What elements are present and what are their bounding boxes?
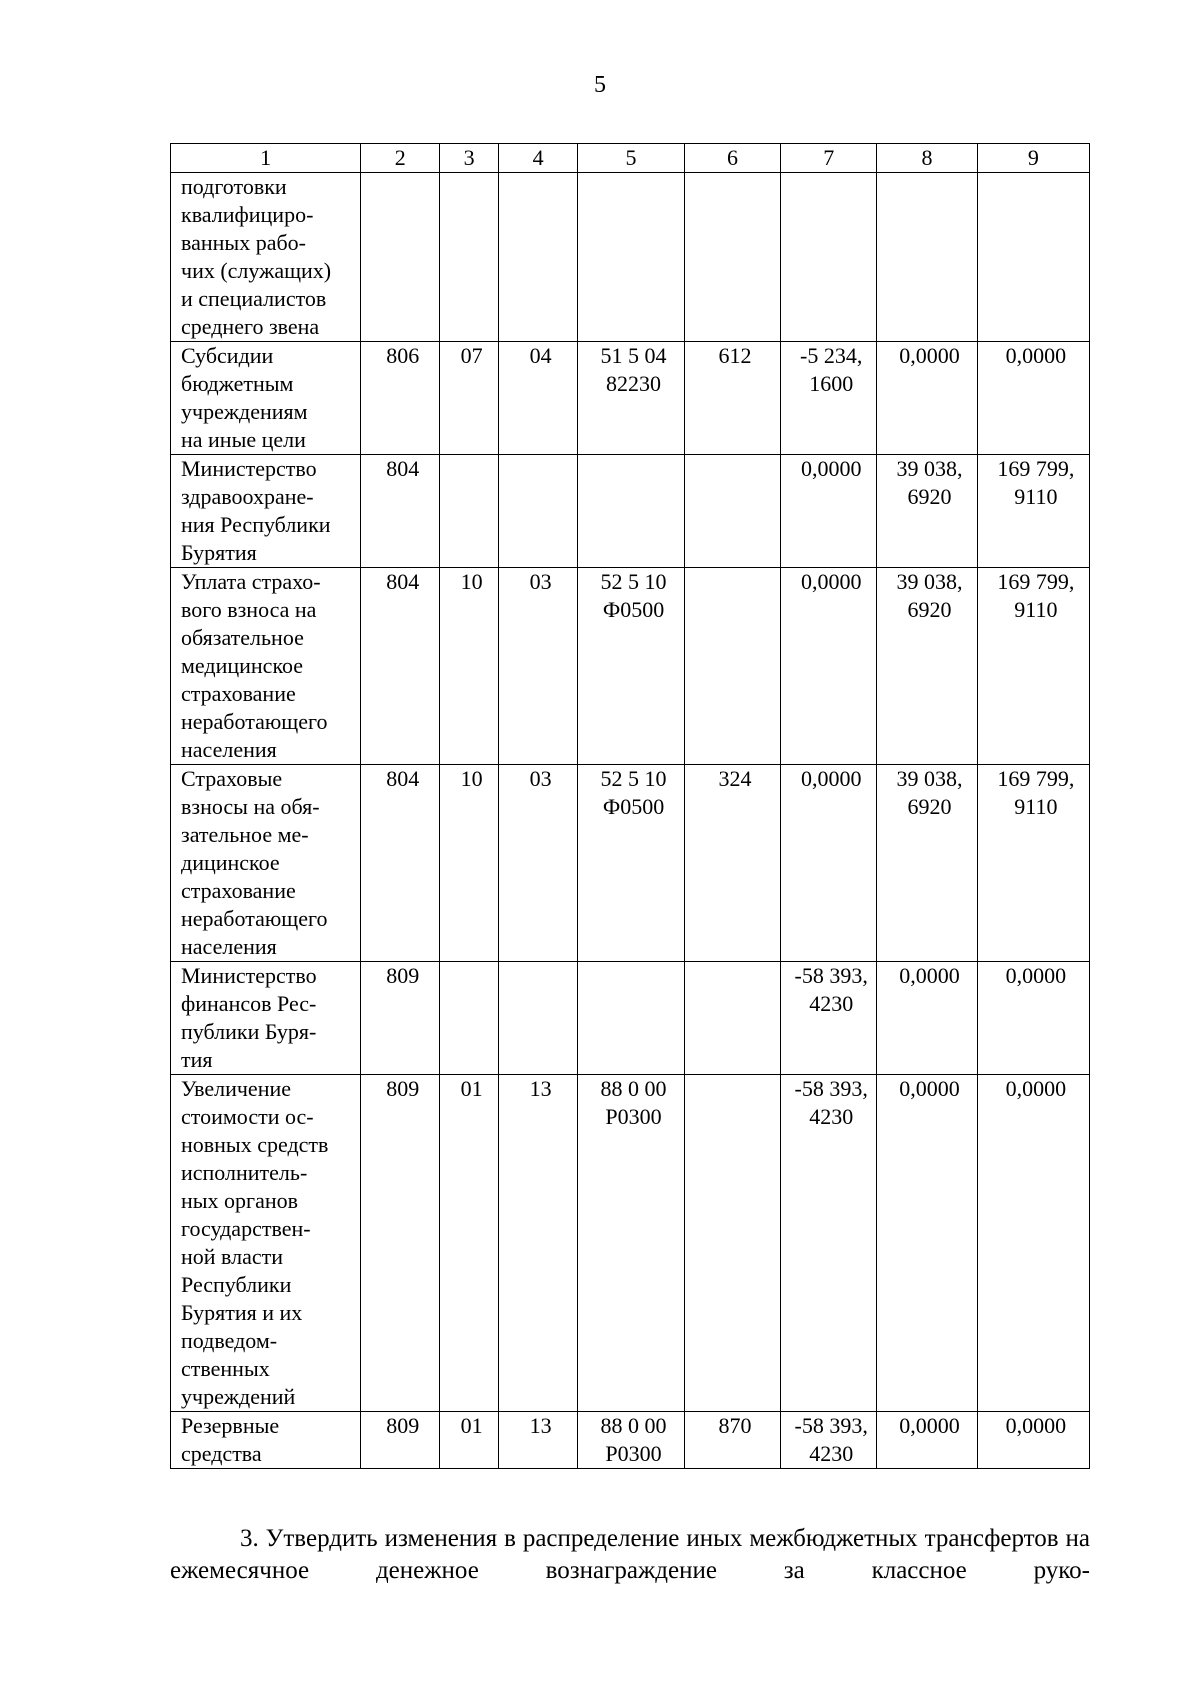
cell-ministry-code: 806 <box>361 342 440 455</box>
cell-target-article <box>578 962 685 1075</box>
cell-amount-7: -58 393, 4230 <box>781 962 877 1075</box>
cell-expense-type <box>684 962 780 1075</box>
column-header: 3 <box>440 144 499 173</box>
table-row <box>171 173 1090 342</box>
cell-ministry-code: 804 <box>361 568 440 765</box>
cell-amount-7: 0,0000 <box>781 455 877 568</box>
cell-subsection: 03 <box>499 568 578 765</box>
table-row <box>171 1075 1090 1412</box>
column-header: 7 <box>781 144 877 173</box>
cell-amount-9: 0,0000 <box>977 962 1089 1075</box>
cell-amount-8: 0,0000 <box>877 1412 977 1469</box>
cell-amount-7: -58 393, 4230 <box>781 1412 877 1469</box>
cell-amount-8: 0,0000 <box>877 1075 977 1412</box>
cell-amount-8 <box>877 173 977 342</box>
cell-section: 01 <box>440 1075 499 1412</box>
table-row <box>171 568 1090 765</box>
row-name: Субсидии бюджетным учреждениям на иные цели <box>171 342 361 455</box>
cell-amount-9 <box>977 173 1089 342</box>
cell-expense-type <box>684 173 780 342</box>
table-row <box>171 455 1090 568</box>
cell-ministry-code: 809 <box>361 962 440 1075</box>
column-header: 4 <box>499 144 578 173</box>
cell-subsection: 13 <box>499 1412 578 1469</box>
cell-amount-9: 0,0000 <box>977 1412 1089 1469</box>
cell-target-article <box>578 173 685 342</box>
column-header: 8 <box>877 144 977 173</box>
cell-expense-type <box>684 568 780 765</box>
cell-target-article: 88 0 00 Р0300 <box>578 1412 685 1469</box>
cell-section: 07 <box>440 342 499 455</box>
cell-amount-9: 0,0000 <box>977 1075 1089 1412</box>
table-row <box>171 1412 1090 1469</box>
cell-expense-type <box>684 455 780 568</box>
cell-expense-type: 870 <box>684 1412 780 1469</box>
cell-subsection: 04 <box>499 342 578 455</box>
cell-expense-type <box>684 1075 780 1412</box>
cell-subsection: 03 <box>499 765 578 962</box>
cell-target-article <box>578 455 685 568</box>
column-header: 9 <box>977 144 1089 173</box>
cell-target-article: 52 5 10 Ф0500 <box>578 568 685 765</box>
cell-section <box>440 173 499 342</box>
cell-section <box>440 455 499 568</box>
row-name: подготовки квалифициро- ванных рабо- чих (служащих) и специалистов среднего звена <box>171 173 361 342</box>
body-paragraph <box>170 1523 1090 1587</box>
column-header: 2 <box>361 144 440 173</box>
cell-amount-9: 169 799, 9110 <box>977 568 1089 765</box>
cell-section <box>440 962 499 1075</box>
cell-amount-9: 169 799, 9110 <box>977 765 1089 962</box>
cell-ministry-code: 804 <box>361 765 440 962</box>
cell-subsection <box>499 455 578 568</box>
cell-expense-type: 612 <box>684 342 780 455</box>
cell-amount-7 <box>781 173 877 342</box>
cell-ministry-code <box>361 173 440 342</box>
cell-subsection <box>499 962 578 1075</box>
cell-amount-8: 0,0000 <box>877 342 977 455</box>
cell-target-article: 51 5 04 82230 <box>578 342 685 455</box>
cell-amount-7: 0,0000 <box>781 568 877 765</box>
budget-table <box>170 143 1090 1469</box>
table-row <box>171 962 1090 1075</box>
cell-target-article: 88 0 00 Р0300 <box>578 1075 685 1412</box>
paragraph-text: 3. Утвердить изменения в распределение иных межбюджетных трансфертов на ежемесячное денежное вознаграждение за классное руко- <box>170 1525 1090 1584</box>
cell-ministry-code: 809 <box>361 1412 440 1469</box>
column-header: 6 <box>684 144 780 173</box>
row-name: Резервные средства <box>171 1412 361 1469</box>
column-header: 5 <box>578 144 685 173</box>
cell-expense-type: 324 <box>684 765 780 962</box>
cell-amount-8: 39 038, 6920 <box>877 765 977 962</box>
table-row <box>171 765 1090 962</box>
row-name: Министерство финансов Рес- публики Буря- тия <box>171 962 361 1075</box>
cell-section: 01 <box>440 1412 499 1469</box>
table-row <box>171 342 1090 455</box>
column-header: 1 <box>171 144 361 173</box>
cell-amount-7: -5 234, 1600 <box>781 342 877 455</box>
cell-amount-7: -58 393, 4230 <box>781 1075 877 1412</box>
page-number: 5 <box>594 72 606 98</box>
table-header-row <box>171 144 1090 173</box>
cell-amount-9: 0,0000 <box>977 342 1089 455</box>
cell-amount-7: 0,0000 <box>781 765 877 962</box>
row-name: Уплата страхо- вого взноса на обязательное медицинское страхование неработающего населения <box>171 568 361 765</box>
row-name: Министерство здравоохране- ния Республики Бурятия <box>171 455 361 568</box>
row-name: Страховые взносы на обя- зательное ме- дицинское страхование неработающего населения <box>171 765 361 962</box>
row-name: Увеличение стоимости ос- новных средств исполнитель- ных органов государствен- ной власти Республики Бурятия и их подведом- ственных учреждений <box>171 1075 361 1412</box>
cell-amount-8: 39 038, 6920 <box>877 568 977 765</box>
cell-section: 10 <box>440 765 499 962</box>
cell-subsection: 13 <box>499 1075 578 1412</box>
cell-ministry-code: 804 <box>361 455 440 568</box>
cell-amount-8: 0,0000 <box>877 962 977 1075</box>
cell-amount-9: 169 799, 9110 <box>977 455 1089 568</box>
cell-amount-8: 39 038, 6920 <box>877 455 977 568</box>
cell-section: 10 <box>440 568 499 765</box>
cell-target-article: 52 5 10 Ф0500 <box>578 765 685 962</box>
cell-subsection <box>499 173 578 342</box>
cell-ministry-code: 809 <box>361 1075 440 1412</box>
